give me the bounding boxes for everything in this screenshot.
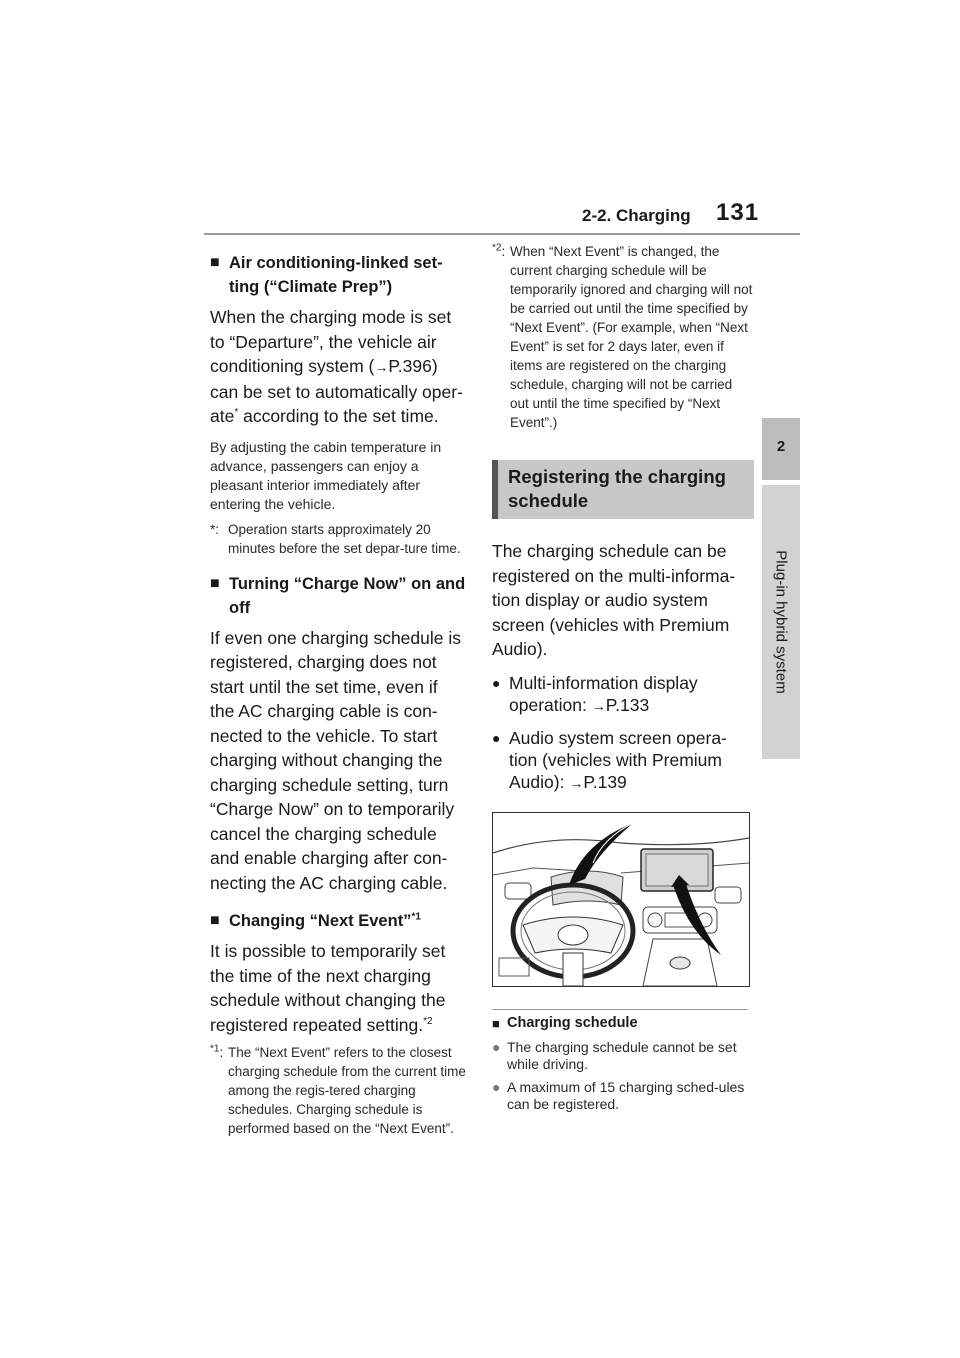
- body-text: When the charging mode is set to “Departure”, the vehicle air conditioning system (: [210, 307, 452, 376]
- footnote-text: The “Next Event” refers to the closest charging schedule from the current time among the regis-tered charging schedules. Charging schedule is performed based on the “Next Event”.: [228, 1045, 466, 1136]
- footnote-mark: *:: [210, 521, 220, 537]
- chapter-number: 2: [776, 438, 786, 455]
- body-text: It is possible to temporarily set the time of the next charging schedule without changing the registered repeated setting.: [210, 941, 446, 1035]
- section-title: 2-2. Charging: [582, 206, 691, 225]
- note-rule: [492, 1009, 748, 1010]
- bullet-icon: ●: [492, 1038, 501, 1055]
- note-heading-text: Charging schedule: [507, 1014, 638, 1031]
- section-callout: Registering the charging schedule: [492, 460, 754, 519]
- next-event-body: [210, 939, 466, 1037]
- square-icon: ■: [210, 912, 220, 929]
- square-icon: ■: [492, 1015, 500, 1031]
- heading-text: Air conditioning-linked set-ting (“Climate Prep”): [229, 254, 443, 296]
- dashboard-illustration: [492, 812, 750, 987]
- note-heading: [492, 1014, 754, 1033]
- page-ref[interactable]: P.139: [583, 771, 627, 792]
- page-ref[interactable]: P.133: [605, 694, 650, 715]
- heading-text: Turning “Charge Now” on and off: [229, 574, 466, 617]
- bullet-icon: ●: [492, 674, 501, 691]
- footnote-marker: *1: [411, 911, 421, 923]
- list-item-text: A maximum of 15 charging sched-ules can be registered.: [507, 1078, 745, 1112]
- footnote: $^{*1}$: The “Next Event” refers to the closest charging schedule from the current time among the regis-tered charging schedules. Charging schedule is performed based on the “Next Event”.: [210, 1043, 466, 1136]
- next-event-heading: [210, 909, 466, 933]
- footnote-text: Operation starts approximately 20 minutes before the set depar-ture time.: [228, 521, 461, 556]
- climate-prep-note: By adjusting the cabin temperature in advance, passengers can enjoy a pleasant interior immediately after entering the vehicle.: [210, 438, 442, 512]
- schedule-intro: The charging schedule can be registered on the multi-informa-tion display or audio system screen (vehicles with Premium Audio).: [492, 541, 736, 659]
- list-item-text: Audio system screen opera-tion (vehicles with Premium Audio):: [509, 727, 727, 792]
- footnote-mark: *1: [210, 1043, 220, 1055]
- left-column: [210, 251, 466, 1138]
- bullet-icon: ●: [492, 729, 501, 746]
- footnote-marker: *: [234, 407, 239, 419]
- footnote: $^{*2}$: When “Next Event” is changed, the current charging schedule will be temporarily ignored and charging will not be carried out until the time specified by “Next Event”. (For example, when “Next Event” is set for 2 days later, even if items are registered on the charging schedule, charging will not be carried out until the time specified by “Next Event”.): [492, 242, 753, 430]
- list-item-text: Multi-information display operation:: [509, 672, 698, 715]
- square-icon: ■: [210, 574, 220, 592]
- body-text: according to the set time.: [238, 406, 439, 426]
- page-number: 131: [716, 199, 760, 226]
- footnote-text: When “Next Event” is changed, the current charging schedule will be temporarily ignored and charging will not be carried out until the time specified by “Next Event”. (For example, when “Next Event” is set for 2 days later, even if items are registered on the charging schedule, charging will not be carried out until the time specified by “Next Event”.): [510, 244, 753, 430]
- arrow-icon: →: [569, 774, 584, 791]
- charge-now-heading: [210, 572, 466, 620]
- list-item: [492, 1079, 754, 1113]
- square-icon: ■: [210, 254, 220, 271]
- list-item-text: The charging schedule cannot be set while driving.: [507, 1038, 737, 1072]
- right-column: [492, 242, 754, 1113]
- climate-prep-heading: [210, 251, 466, 299]
- list-item: [492, 1039, 754, 1073]
- footnote-mark: *2: [492, 242, 502, 254]
- charge-now-body: If even one charging schedule is registered, charging does not start until the set time, even if the AC charging cable is con-nected to the vehicle. To start charging without changing the charging schedule setting, turn “Charge Now” on to temporarily cancel the charging schedule and enable charging after con-necting the AC charging cable.: [210, 627, 461, 893]
- climate-prep-body: [210, 305, 466, 429]
- list-item: [492, 727, 754, 794]
- header-rule: [204, 233, 800, 235]
- footnote-marker: *2: [423, 1015, 433, 1027]
- bullet-icon: ●: [492, 1078, 501, 1095]
- chapter-label: Plug-in hybrid system: [772, 550, 790, 694]
- heading-text: Changing “Next Event”: [229, 912, 412, 930]
- arrow-icon: →: [591, 697, 606, 714]
- page-ref[interactable]: P.396) can be set to automatically oper-ate: [210, 356, 463, 426]
- footnote: [210, 520, 466, 558]
- arrow-icon: →: [374, 359, 389, 375]
- list-item: [492, 672, 754, 717]
